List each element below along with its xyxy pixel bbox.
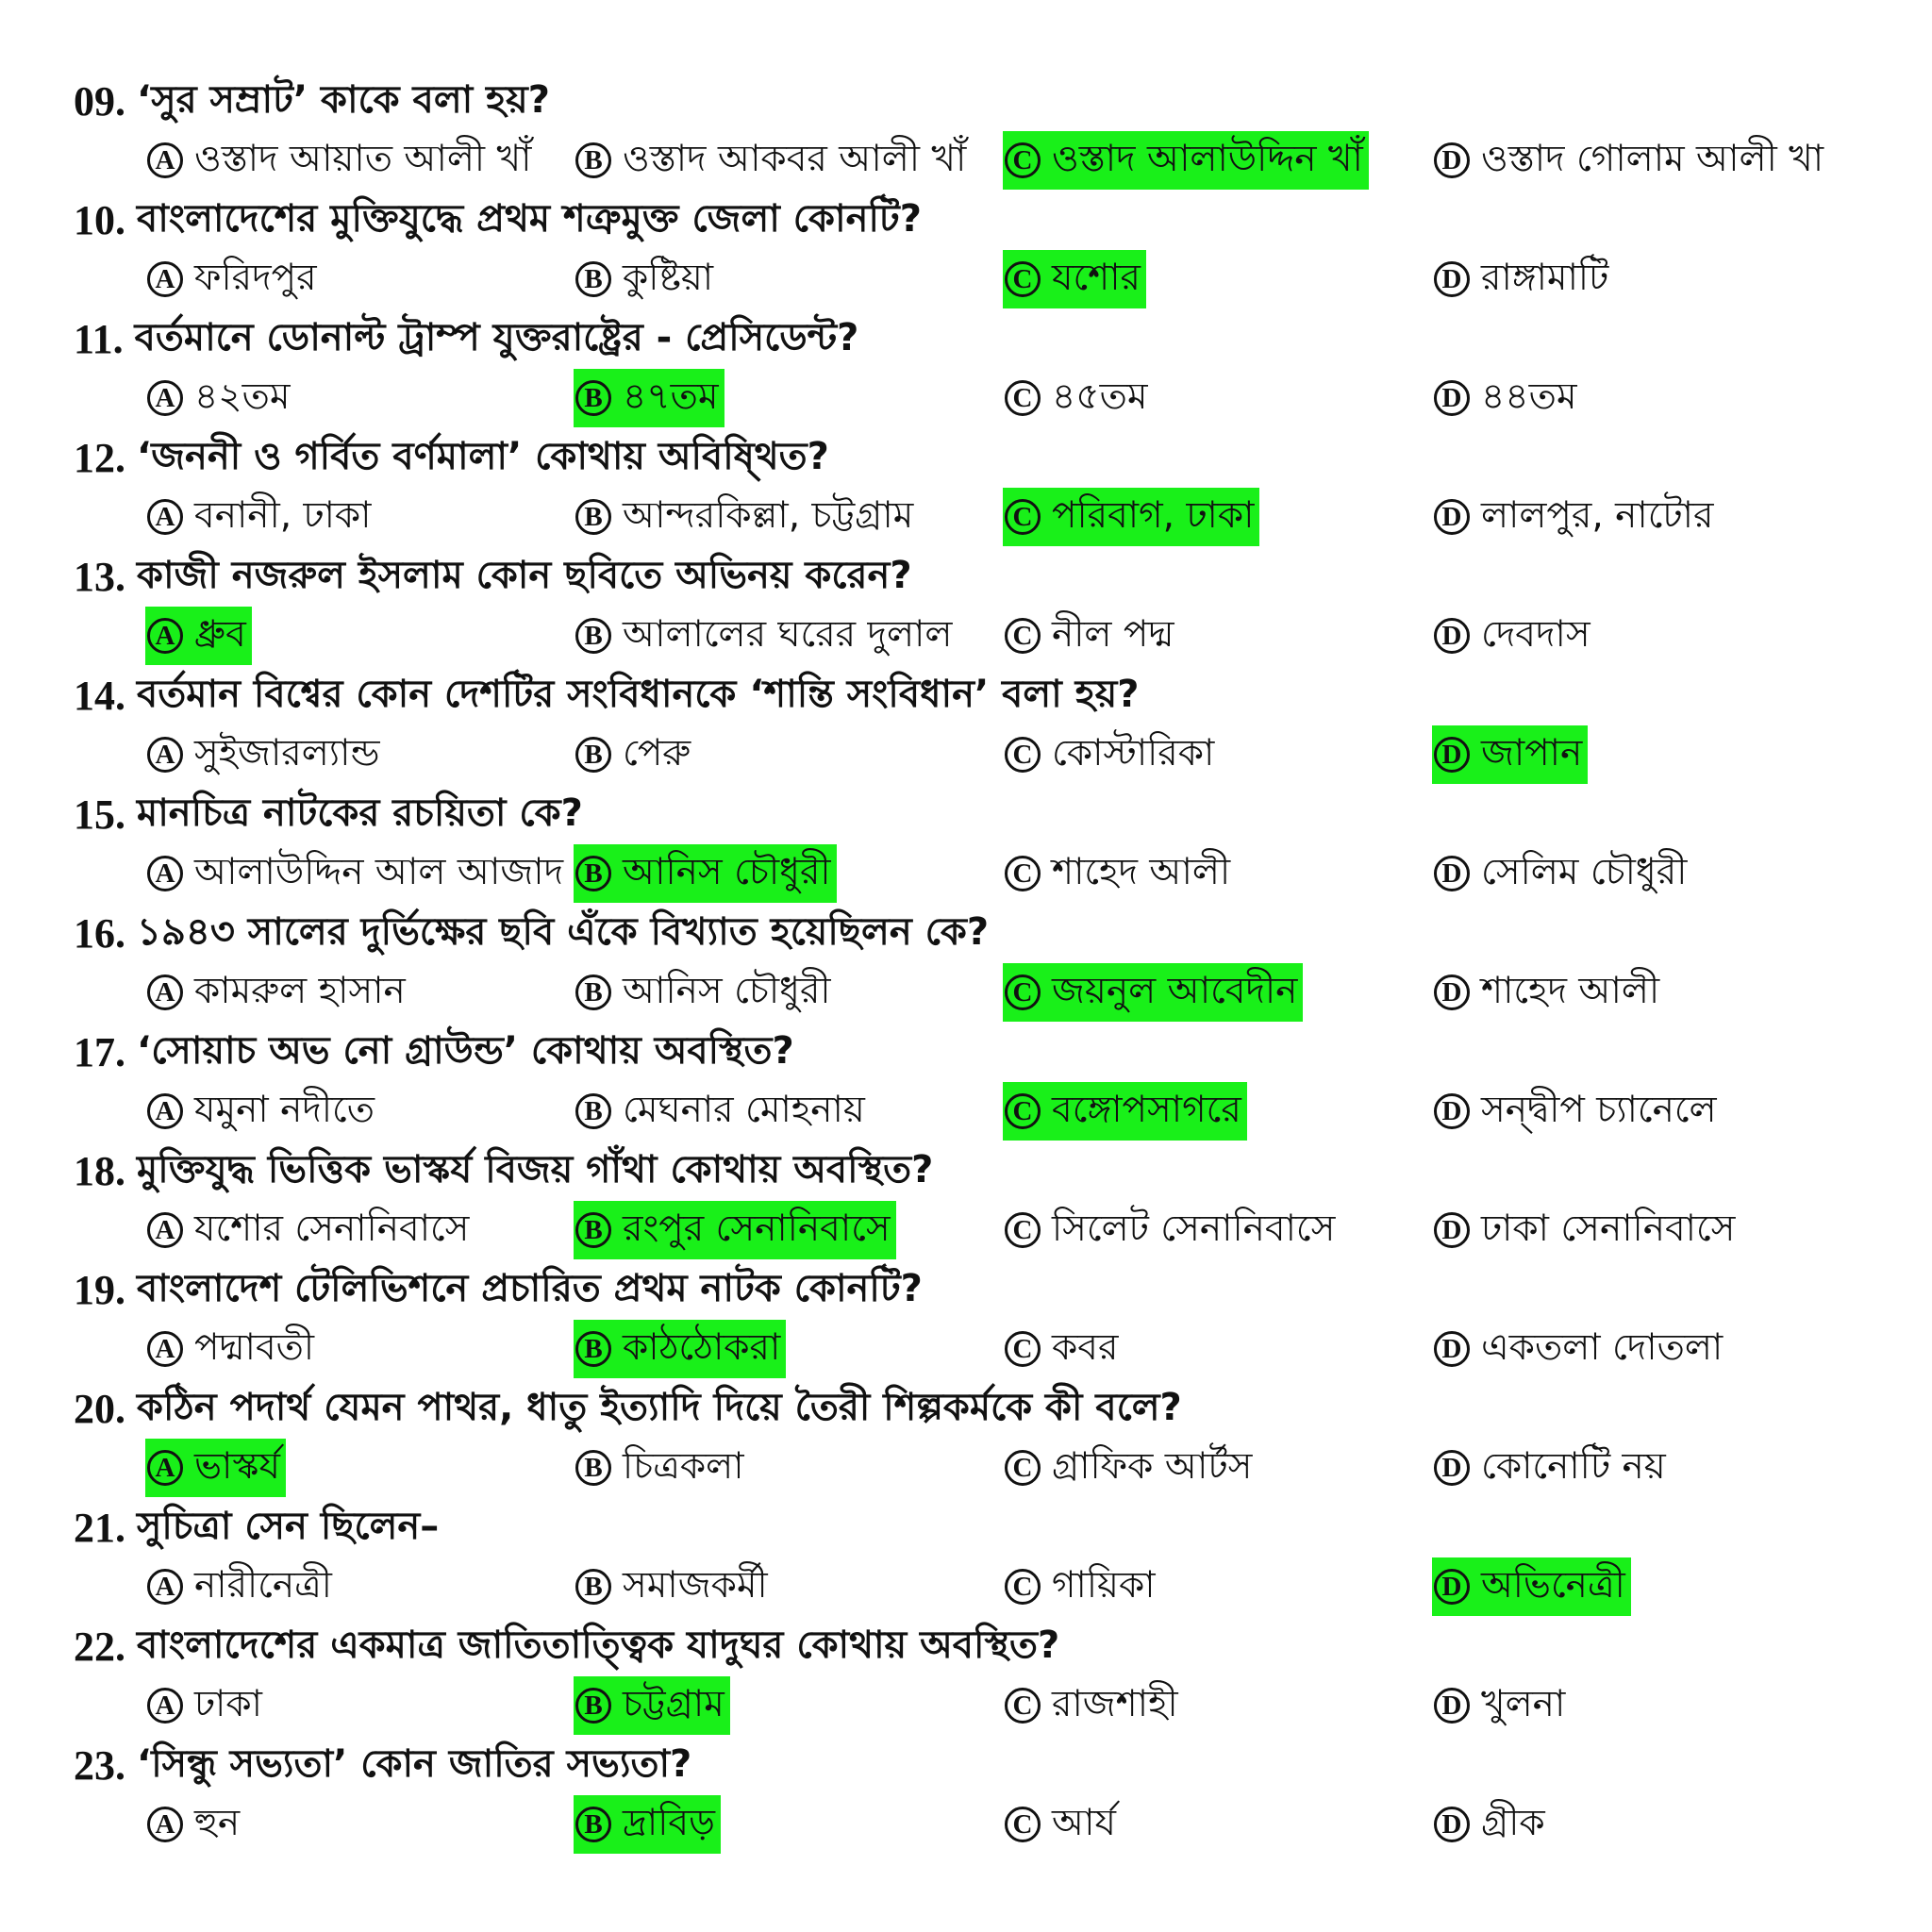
question-text: বর্তমানে ডোনাল্ট ট্রাম্প যুক্তরাষ্ট্রের - প্রেসিডেন্ট?: [134, 315, 859, 359]
question-line: [74, 1260, 923, 1319]
question-line: [74, 1141, 933, 1200]
option: [1432, 1439, 1672, 1497]
question-block: [74, 191, 1904, 309]
option-letter-badge: A: [147, 1331, 183, 1367]
option-text: গ্রীক: [1481, 1801, 1545, 1844]
question-text: ‘সোয়াচ অভ নো গ্রাউন্ড’ কোথায় অবস্থিত?: [137, 1028, 794, 1073]
option: [1432, 369, 1583, 427]
option-letter-badge: C: [1005, 1569, 1041, 1605]
option: [1003, 1201, 1341, 1259]
option-text: ভাস্কর্য: [194, 1444, 280, 1488]
option: [1003, 369, 1154, 427]
option-text: কামরুল হাসান: [194, 969, 406, 1012]
question-block: [74, 1379, 1904, 1498]
options-row: [74, 369, 1904, 427]
option-letter-badge: D: [1434, 1450, 1470, 1486]
option-text: গ্রাফিক আর্টস: [1052, 1444, 1253, 1488]
option: [1432, 250, 1614, 308]
question-block: [74, 1736, 1904, 1855]
question-block: [74, 904, 1904, 1023]
question-line: [74, 428, 829, 487]
option-text: আনিস চৌধুরী: [623, 969, 831, 1012]
option-letter-badge: C: [1005, 1688, 1041, 1724]
option-letter-badge: C: [1005, 737, 1041, 773]
question-text: বাংলাদেশের একমাত্র জাতিতাত্ত্বিক যাদুঘর কোথায় অবস্থিত?: [137, 1623, 1060, 1667]
question-number: 12.: [74, 434, 125, 481]
option-text: ৪৫তম: [1052, 375, 1148, 418]
question-text: মানচিত্র নাটকের রচয়িতা কে?: [137, 791, 583, 835]
option-letter-badge: C: [1005, 1807, 1041, 1842]
option-text: জয়নুল আবেদীন: [1052, 969, 1298, 1012]
question-number: 15.: [74, 791, 125, 838]
option-text: ৪৪তম: [1481, 375, 1577, 418]
question-text: সুচিত্রা সেন ছিলেন–: [137, 1504, 440, 1548]
option-correct: [145, 607, 252, 665]
option-correct: [574, 1320, 786, 1378]
option-letter-badge: C: [1005, 1093, 1041, 1129]
option-letter-badge: D: [1434, 974, 1470, 1010]
option-text: নীল পদ্ম: [1052, 612, 1174, 656]
option-correct: [1003, 963, 1303, 1022]
question-number: 19.: [74, 1266, 125, 1313]
question-number: 14.: [74, 672, 125, 719]
option-correct: [145, 1439, 286, 1497]
option-text: যশোর: [1052, 256, 1141, 299]
option-letter-badge: B: [575, 974, 611, 1010]
option-text: দেবদাস: [1481, 612, 1591, 656]
option-letter-badge: A: [147, 380, 183, 416]
option-text: পরিবাগ, ঢাকা: [1052, 493, 1255, 537]
question-block: [74, 309, 1904, 428]
question-block: [74, 1260, 1904, 1379]
option-letter-badge: D: [1434, 1093, 1470, 1129]
option: [1003, 1795, 1122, 1854]
option-text: যশোর সেনানিবাসে: [194, 1207, 470, 1250]
option-correct: [1003, 1082, 1247, 1141]
option-letter-badge: B: [575, 380, 611, 416]
option-text: সিলেট সেনানিবাসে: [1052, 1207, 1336, 1250]
option-letter-badge: D: [1434, 1331, 1470, 1367]
option-text: জাপান: [1481, 731, 1583, 774]
option-text: একতলা দোতলা: [1481, 1325, 1724, 1369]
option-text: আন্দরকিল্লা, চট্টগ্রাম: [623, 493, 914, 537]
question-text: ‘সিন্ধু সভ্যতা’ কোন জাতির সভ্যতা?: [137, 1741, 692, 1786]
option-letter-badge: A: [147, 1807, 183, 1842]
option-text: ওস্তাদ আকবর আলী খাঁ: [623, 137, 967, 180]
question-number: 09.: [74, 77, 125, 125]
option: [145, 725, 386, 784]
question-text: ‘জননী ও গর্বিত বর্ণমালা’ কোথায় অবিষ্থিত?: [137, 434, 829, 478]
question-block: [74, 1617, 1904, 1736]
option-text: শাহেদ আলী: [1481, 969, 1660, 1012]
option-correct: [1003, 250, 1146, 308]
question-line: [74, 1736, 691, 1794]
question-line: [74, 904, 989, 962]
options-row: [74, 607, 1904, 665]
option-letter-badge: A: [147, 1688, 183, 1724]
options-row: [74, 1320, 1904, 1378]
option-letter-badge: C: [1005, 856, 1041, 891]
option-letter-badge: D: [1434, 261, 1470, 297]
option: [1003, 1439, 1257, 1497]
option: [574, 1557, 774, 1616]
option-text: কোস্টারিকা: [1052, 731, 1215, 774]
option: [145, 963, 411, 1022]
option-letter-badge: B: [575, 1093, 611, 1129]
option: [1432, 131, 1829, 190]
question-number: 18.: [74, 1147, 125, 1194]
option: [1432, 1320, 1728, 1378]
option: [574, 607, 958, 665]
option-letter-badge: B: [575, 1212, 611, 1248]
option-text: রাজশাহী: [1052, 1682, 1178, 1725]
question-block: [74, 785, 1904, 904]
option-correct: [574, 1795, 721, 1854]
question-number: 13.: [74, 553, 125, 600]
option-letter-badge: A: [147, 737, 183, 773]
option-text: ঢাকা: [194, 1682, 262, 1725]
option-letter-badge: D: [1434, 856, 1470, 891]
question-block: [74, 72, 1904, 191]
option-text: পদ্মাবতী: [194, 1325, 315, 1369]
option-text: শাহেদ আলী: [1052, 850, 1231, 893]
option: [574, 725, 696, 784]
option-letter-badge: A: [147, 856, 183, 891]
option-letter-badge: C: [1005, 499, 1041, 535]
option-letter-badge: B: [575, 1807, 611, 1842]
options-row: [74, 488, 1904, 546]
question-block: [74, 1141, 1904, 1260]
option: [1432, 1795, 1551, 1854]
option-letter-badge: A: [147, 1450, 183, 1486]
option-text: নারীনেত্রী: [194, 1563, 332, 1607]
question-number: 11.: [74, 315, 124, 362]
question-line: [74, 309, 858, 368]
option: [145, 1795, 245, 1854]
option: [145, 1201, 475, 1259]
options-row: [74, 1439, 1904, 1497]
option: [1003, 1320, 1124, 1378]
option: [1432, 488, 1719, 546]
option: [145, 1082, 380, 1141]
option: [1003, 844, 1236, 903]
option-text: ৪২তম: [194, 375, 291, 418]
options-row: [74, 1676, 1904, 1735]
option: [1432, 1676, 1571, 1735]
option: [1432, 1201, 1740, 1259]
option-letter-badge: B: [575, 856, 611, 891]
question-line: [74, 1498, 439, 1557]
question-block: [74, 547, 1904, 666]
option-text: সমাজকর্মী: [623, 1563, 768, 1607]
question-text: বর্তমান বিশ্বের কোন দেশটির সংবিধানকে ‘শান্তি সংবিধান’ বলা হয়?: [137, 672, 1140, 716]
option-text: কবর: [1052, 1325, 1119, 1369]
options-row: [74, 1557, 1904, 1616]
option-letter-badge: C: [1005, 618, 1041, 654]
option-correct: [574, 369, 724, 427]
options-row: [74, 1201, 1904, 1259]
option-correct: [1432, 1557, 1631, 1616]
option-correct: [1432, 725, 1588, 784]
option-text: যমুনা নদীতে: [194, 1088, 375, 1131]
option-text: রংপুর সেনানিবাসে: [623, 1207, 891, 1250]
option-text: অভিনেত্রী: [1481, 1563, 1625, 1607]
option: [574, 1439, 750, 1497]
option: [574, 488, 919, 546]
question-text: কাজী নজরুল ইসলাম কোন ছবিতে অভিনয় করেন?: [137, 553, 912, 597]
option: [145, 1676, 268, 1735]
option-letter-badge: B: [575, 737, 611, 773]
option-letter-badge: B: [575, 618, 611, 654]
option-letter-badge: B: [575, 1569, 611, 1605]
option-text: মেঘনার মোহনায়: [623, 1088, 865, 1131]
option: [1432, 963, 1665, 1022]
option-text: ধ্রুব: [194, 612, 246, 656]
option-letter-badge: D: [1434, 380, 1470, 416]
option-letter-badge: A: [147, 1093, 183, 1129]
option-letter-badge: D: [1434, 499, 1470, 535]
option: [145, 844, 569, 903]
option: [1432, 607, 1596, 665]
option-text: ঢাকা সেনানিবাসে: [1481, 1207, 1736, 1250]
option-letter-badge: B: [575, 1688, 611, 1724]
question-line: [74, 1617, 1059, 1675]
option-letter-badge: B: [575, 1450, 611, 1486]
option: [145, 488, 377, 546]
option-text: চিত্রকলা: [623, 1444, 744, 1488]
option-correct: [574, 1676, 730, 1735]
option-text: ফরিদপুর: [194, 256, 317, 299]
question-text: মুক্তিযুদ্ধ ভিত্তিক ভাস্কর্য বিজয় গাঁথা কোথায় অবস্থিত?: [137, 1147, 934, 1191]
option-letter-badge: C: [1005, 1450, 1041, 1486]
option-correct: [1003, 131, 1369, 190]
option: [1003, 1676, 1184, 1735]
option-text: খুলনা: [1481, 1682, 1566, 1725]
option: [574, 963, 837, 1022]
options-row: [74, 963, 1904, 1022]
question-line: [74, 1379, 1182, 1438]
option-letter-badge: C: [1005, 142, 1041, 178]
option-letter-badge: D: [1434, 1212, 1470, 1248]
option: [1003, 607, 1180, 665]
question-line: [74, 191, 922, 249]
option-letter-badge: A: [147, 1212, 183, 1248]
option-text: হুন: [194, 1801, 241, 1844]
options-row: [74, 844, 1904, 903]
question-block: [74, 428, 1904, 547]
option-text: বঙ্গোপসাগরে: [1052, 1088, 1241, 1131]
option-text: কাঠঠোকরা: [623, 1325, 781, 1369]
option-text: চট্টগ্রাম: [623, 1682, 724, 1725]
question-number: 22.: [74, 1623, 125, 1670]
option: [574, 1082, 871, 1141]
option-correct: [1003, 488, 1259, 546]
option: [145, 1320, 320, 1378]
option: [1432, 1082, 1723, 1141]
question-line: [74, 72, 550, 130]
option-text: দ্রাবিড়: [623, 1801, 715, 1844]
question-line: [74, 547, 912, 606]
option-letter-badge: A: [147, 261, 183, 297]
option: [1003, 1557, 1161, 1616]
option-text: ৪৭তম: [623, 375, 719, 418]
option-letter-badge: A: [147, 974, 183, 1010]
option-correct: [574, 844, 837, 903]
option-text: ওস্তাদ গোলাম আলী খা: [1481, 137, 1824, 180]
option: [145, 250, 323, 308]
option-text: গায়িকা: [1052, 1563, 1156, 1607]
options-row: [74, 131, 1904, 190]
option-text: সুইজারল্যান্ড: [194, 731, 380, 774]
option-correct: [574, 1201, 896, 1259]
option-letter-badge: D: [1434, 737, 1470, 773]
question-number: 21.: [74, 1504, 125, 1551]
option-letter-badge: B: [575, 1331, 611, 1367]
option-text: কোনোটি নয়: [1481, 1444, 1666, 1488]
question-text: বাংলাদেশের মুক্তিযুদ্ধে প্রথম শত্রুমুক্ত জেলা কোনটি?: [137, 196, 922, 241]
option-letter-badge: D: [1434, 1569, 1470, 1605]
option-letter-badge: C: [1005, 380, 1041, 416]
option-text: রাঙ্গামাটি: [1481, 256, 1609, 299]
question-number: 20.: [74, 1385, 125, 1432]
option-text: পেরু: [623, 731, 691, 774]
option-letter-badge: A: [147, 499, 183, 535]
question-line: [74, 785, 583, 843]
question-line: [74, 666, 1139, 724]
option-text: সন্দ্বীপ চ্যানেলে: [1481, 1088, 1717, 1131]
option: [574, 131, 972, 190]
option-letter-badge: D: [1434, 618, 1470, 654]
option-text: ওস্তাদ আয়াত আলী খাঁ: [194, 137, 532, 180]
option-letter-badge: D: [1434, 1688, 1470, 1724]
question-line: [74, 1023, 794, 1081]
question-number: 23.: [74, 1741, 125, 1789]
option: [1003, 725, 1220, 784]
question-block: [74, 666, 1904, 785]
question-block: [74, 1023, 1904, 1141]
option-text: কুষ্টিয়া: [623, 256, 714, 299]
option-text: আনিস চৌধুরী: [623, 850, 831, 893]
option: [145, 1557, 338, 1616]
option-letter-badge: C: [1005, 1331, 1041, 1367]
option-letter-badge: C: [1005, 974, 1041, 1010]
question-number: 17.: [74, 1028, 125, 1075]
option-text: বনানী, ঢাকা: [194, 493, 372, 537]
question-text: কঠিন পদার্থ যেমন পাথর, ধাতু ইত্যাদি দিয়ে তৈরী শিল্পকর্মকে কী বলে?: [137, 1385, 1182, 1429]
option-letter-badge: A: [147, 1569, 183, 1605]
option-letter-badge: B: [575, 142, 611, 178]
option-letter-badge: B: [575, 499, 611, 535]
option-letter-badge: A: [147, 618, 183, 654]
option-letter-badge: C: [1005, 261, 1041, 297]
option: [145, 131, 537, 190]
question-number: 16.: [74, 909, 125, 957]
option: [574, 250, 719, 308]
options-row: [74, 250, 1904, 308]
option-letter-badge: B: [575, 261, 611, 297]
option-text: আর্য: [1052, 1801, 1116, 1844]
options-row: [74, 1795, 1904, 1854]
question-text: ‘সুর সম্রাট’ কাকে বলা হয়?: [137, 77, 550, 122]
options-row: [74, 725, 1904, 784]
options-row: [74, 1082, 1904, 1141]
question-text: ১৯৪৩ সালের দুর্ভিক্ষের ছবি এঁকে বিখ্যাত হয়েছিলন কে?: [137, 909, 990, 954]
option-letter-badge: D: [1434, 142, 1470, 178]
option-text: লালপুর, নাটোর: [1481, 493, 1714, 537]
option: [1432, 844, 1692, 903]
option-letter-badge: A: [147, 142, 183, 178]
option-text: সেলিম চৌধুরী: [1481, 850, 1688, 893]
option-text: আলালের ঘরের দুলাল: [623, 612, 953, 656]
option: [145, 369, 296, 427]
question-text: বাংলাদেশ টেলিভিশনে প্রচারিত প্রথম নাটক কোনটি?: [137, 1266, 923, 1310]
option-letter-badge: D: [1434, 1807, 1470, 1842]
option-text: আলাউদ্দিন আল আজাদ: [194, 850, 564, 893]
question-block: [74, 1498, 1904, 1617]
option-text: ওস্তাদ আলাউদ্দিন খাঁ: [1052, 137, 1363, 180]
option-letter-badge: C: [1005, 1212, 1041, 1248]
question-number: 10.: [74, 196, 125, 243]
